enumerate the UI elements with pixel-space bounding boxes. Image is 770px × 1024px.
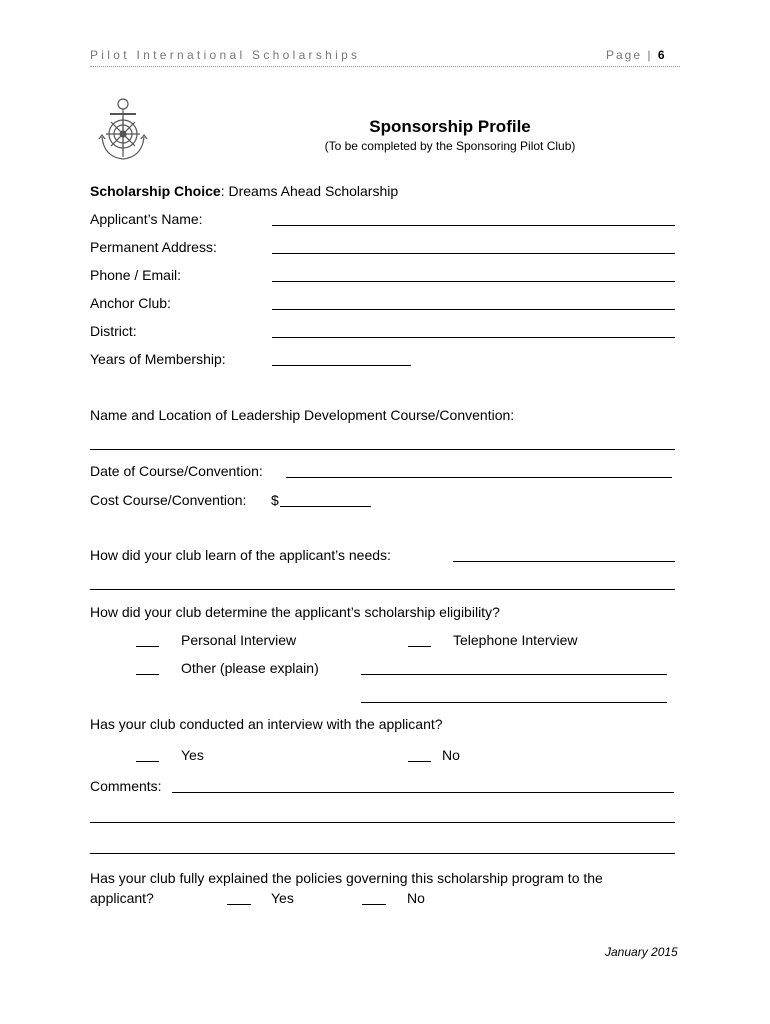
years-membership-field[interactable] (272, 365, 411, 366)
scholarship-choice-label: Scholarship Choice (90, 183, 221, 199)
district-label: District: (90, 323, 137, 339)
other-checkbox[interactable] (136, 674, 159, 675)
comments-field[interactable] (172, 792, 674, 793)
policies-question: Has your club fully explained the policies governing this scholarship program to the (90, 870, 603, 886)
course-cost-currency: $ (271, 492, 279, 508)
telephone-interview-checkbox[interactable] (408, 646, 431, 647)
footer-date: January 2015 (605, 945, 678, 959)
course-date-field[interactable] (286, 477, 672, 478)
personal-interview-checkbox[interactable] (136, 646, 159, 647)
other-explain-field-2[interactable] (361, 702, 667, 703)
interview-yes-label: Yes (181, 747, 204, 763)
applicant-name-field[interactable] (272, 225, 675, 226)
eligibility-question: How did your club determine the applicant’s scholarship eligibility? (90, 604, 500, 620)
policies-no-checkbox[interactable] (362, 904, 386, 905)
page-subtitle: (To be completed by the Sponsoring Pilot Club) (324, 139, 576, 153)
comments-label: Comments: (90, 778, 162, 794)
interview-yes-checkbox[interactable] (136, 761, 159, 762)
policies-yes-checkbox[interactable] (227, 904, 251, 905)
needs-question: How did your club learn of the applicant’s needs: (90, 547, 391, 563)
page-title: Sponsorship Profile (369, 117, 531, 136)
phone-email-label: Phone / Email: (90, 267, 182, 283)
needs-answer-field[interactable] (453, 561, 675, 562)
district-field[interactable] (272, 337, 675, 338)
policies-yes-label: Yes (271, 890, 294, 906)
interview-no-label: No (442, 747, 460, 763)
page-number: 6 (657, 48, 665, 62)
scholarship-choice-value: : Dreams Ahead Scholarship (220, 183, 399, 199)
header-title: Pilot International Scholarships (90, 48, 361, 62)
page-label: Page | (606, 48, 653, 62)
permanent-address-label: Permanent Address: (90, 239, 217, 255)
other-label: Other (please explain) (181, 660, 319, 676)
interview-question: Has your club conducted an interview with the applicant? (90, 716, 443, 732)
telephone-interview-label: Telephone Interview (453, 632, 578, 648)
course-name-location-label: Name and Location of Leadership Development Course/Convention: (90, 407, 515, 423)
needs-answer-field-2[interactable] (90, 589, 675, 590)
policies-question-cont: applicant? (90, 890, 154, 906)
personal-interview-label: Personal Interview (181, 632, 297, 648)
course-cost-field[interactable] (280, 506, 371, 507)
comments-field-3[interactable] (90, 853, 675, 854)
course-date-label: Date of Course/Convention: (90, 463, 263, 479)
page-indicator (606, 48, 665, 62)
anchor-club-field[interactable] (272, 309, 675, 310)
course-name-location-field[interactable] (90, 449, 675, 450)
scholarship-choice (90, 183, 398, 199)
comments-field-2[interactable] (90, 822, 675, 823)
interview-no-checkbox[interactable] (408, 761, 431, 762)
applicant-name-label: Applicant’s Name: (90, 211, 203, 227)
policies-no-label: No (407, 890, 425, 906)
anchor-club-label: Anchor Club: (90, 295, 171, 311)
course-cost-label: Cost Course/Convention: (90, 492, 247, 508)
phone-email-field[interactable] (272, 281, 675, 282)
permanent-address-field[interactable] (272, 253, 675, 254)
other-explain-field[interactable] (361, 674, 667, 675)
header-divider (90, 66, 680, 67)
years-membership-label: Years of Membership: (90, 351, 226, 367)
